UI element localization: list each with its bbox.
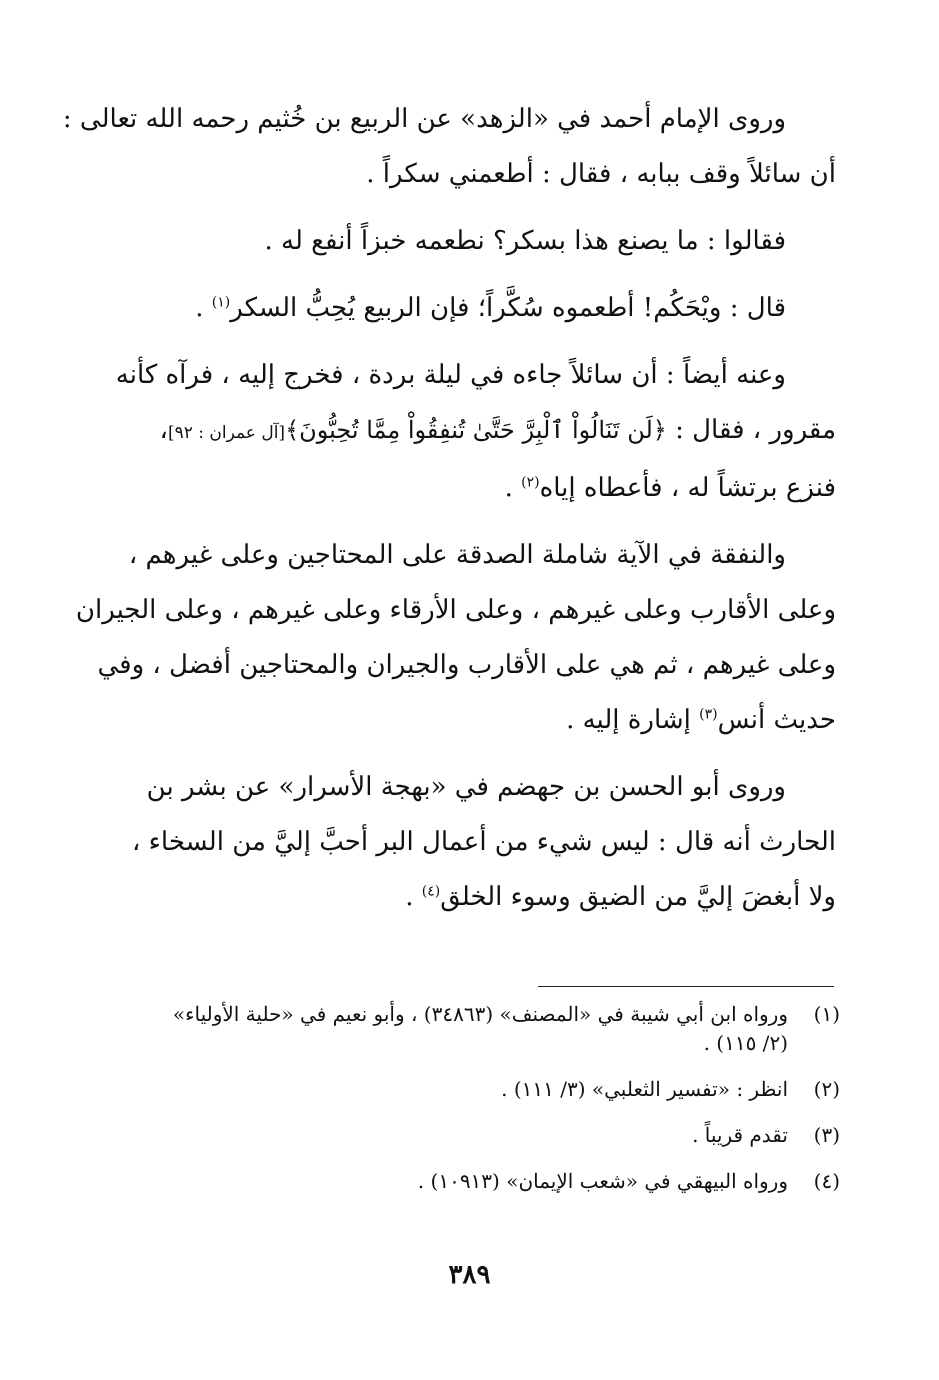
text-line bbox=[108, 281, 836, 336]
footnote-item bbox=[108, 1167, 840, 1196]
paragraph-5 bbox=[75, 528, 836, 748]
footnotes bbox=[108, 1000, 840, 1213]
footnote-ref: (٢) bbox=[521, 474, 540, 491]
text-line: وعلى الأقارب وعلى غيرهم ، وعلى الأرقاء وعلى غيرهم ، وعلى الجيران bbox=[75, 595, 836, 625]
footnote-number: (٤) bbox=[813, 1169, 840, 1193]
footnote-ref: (١) bbox=[211, 294, 231, 311]
text-span: إشارة إليه . bbox=[566, 705, 700, 735]
text-span: . bbox=[504, 473, 522, 503]
text-line: والنفقة في الآية شاملة الصدقة على المحتاجين وعلى غيرهم ، bbox=[128, 540, 786, 570]
verse-citation: [آل عمران : ٩٢] bbox=[167, 423, 286, 443]
footnote-number: (١) bbox=[813, 1002, 840, 1026]
text-line: وروى أبو الحسن بن جهضم في «بهجة الأسرار» عن بشر بن bbox=[146, 772, 786, 802]
text-line bbox=[108, 693, 836, 748]
text-line: الحارث أنه قال : ليس شيء من أعمال البر أحبَّ إليَّ من السخاء ، bbox=[132, 827, 836, 857]
text-line bbox=[108, 870, 836, 925]
text-span: . bbox=[405, 882, 422, 912]
text-line: فقالوا : ما يصنع هذا بسكر؟ نطعمه خبزاً أنفع له . bbox=[264, 226, 786, 256]
footnote-ref: (٤) bbox=[421, 883, 441, 900]
paragraph-3 bbox=[108, 281, 836, 336]
text-line: وروى الإمام أحمد في «الزهد» عن الربيع بن خُثيم رحمه الله تعالى : bbox=[62, 104, 786, 134]
text-line: وعنه أيضاً : أن سائلاً جاءه في ليلة بردة ، فخرج إليه ، فرآه كأنه bbox=[115, 360, 786, 390]
text-span: ، bbox=[159, 415, 168, 445]
text-span: ولا أبغضَ إليَّ من الضيق وسوء الخلق bbox=[440, 882, 836, 912]
text-line bbox=[108, 461, 836, 516]
text-span: مقرور ، فقال : bbox=[675, 415, 836, 445]
footnote-item bbox=[108, 1121, 840, 1150]
paragraph-6 bbox=[108, 760, 836, 925]
text-span: قال : ويْحَكُم! أطعموه سُكَّراً؛ فإن الربيع يُحِبُّ السكر bbox=[230, 293, 786, 323]
footnote-text: ورواه ابن أبي شيبة في «المصنف» (٣٤٨٦٣) ، وأبو نعيم في «حلية الأولياء» bbox=[172, 1002, 788, 1026]
footnote-text: (٢/ ١١٥) . bbox=[703, 1031, 788, 1055]
footnote-text: ورواه البيهقي في «شعب الإيمان» (١٠٩١٣) . bbox=[417, 1169, 788, 1193]
paragraph-1 bbox=[62, 92, 836, 202]
footnote-divider bbox=[538, 986, 834, 987]
quran-verse: ﴿لَن تَنَالُواْ ٱلْبِرَّ حَتَّىٰ تُنفِقُواْ مِمَّا تُحِبُّونَ﴾ bbox=[285, 416, 667, 444]
text-span: حديث أنس bbox=[717, 705, 836, 735]
footnote-ref: (٣) bbox=[699, 706, 718, 723]
footnote-item bbox=[108, 1000, 840, 1058]
text-line: أن سائلاً وقف ببابه ، فقال : أطعمني سكراً . bbox=[366, 159, 836, 189]
footnote-text: انظر : «تفسير الثعلبي» (٣/ ١١١) . bbox=[501, 1077, 788, 1101]
page-number: ٣٨٩ bbox=[448, 1260, 491, 1290]
footnote-item bbox=[108, 1075, 840, 1104]
paragraph-4 bbox=[108, 348, 836, 516]
text-line: وعلى غيرهم ، ثم هي على الأقارب والجيران والمحتاجين أفضل ، وفي bbox=[97, 650, 836, 680]
footnote-text: تقدم قريباً . bbox=[692, 1123, 788, 1147]
text-span: . bbox=[195, 293, 212, 323]
footnote-number: (٣) bbox=[813, 1123, 840, 1147]
text-span: فنزع برتشاً له ، فأعطاه إياه bbox=[539, 473, 836, 503]
text-line bbox=[108, 403, 836, 461]
footnote-number: (٢) bbox=[813, 1077, 840, 1101]
paragraph-2 bbox=[108, 214, 836, 269]
